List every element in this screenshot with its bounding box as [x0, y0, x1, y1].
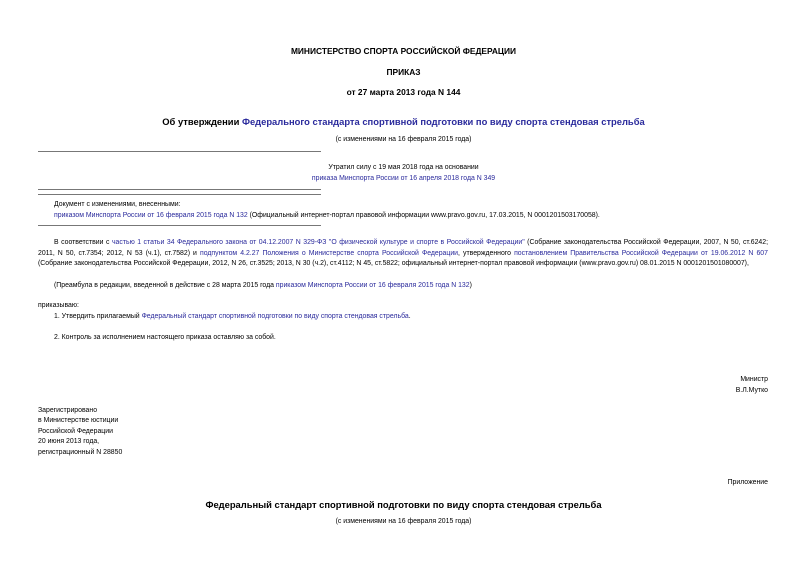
preamble-text: , утвержденного: [458, 249, 515, 257]
signature-name: В.Л.Мутко: [735, 387, 768, 394]
edition-end: ): [469, 282, 472, 289]
appendix-label: Приложение: [727, 479, 768, 486]
changes-rest: (Официальный интернет-портал правовой информации www.pravo.gov.ru, 17.03.2015, N 0001201503170058).: [247, 212, 600, 219]
order-word: приказываю:: [38, 302, 79, 309]
registration-line: Российской Федерации: [38, 427, 113, 435]
preamble-text: (Собрание законодательства Российской Федерации, 2007, N 50, ст.6242; 2011, N 50, ст.7354; 2012, N 53 (ч.1), ст.7582) и: [38, 239, 768, 257]
registration-line: 20 июня 2013 года,: [38, 438, 100, 446]
appendix-amendment-note: (с изменениями на 16 февраля 2015 года): [335, 518, 472, 525]
separator-line: [38, 189, 321, 190]
preamble-edition-note: [54, 282, 472, 289]
registration-line: в Министерстве юстиции: [38, 417, 119, 425]
order-item-2: 2. Контроль за исполнением настоящего приказа оставляю за собой.: [54, 334, 276, 341]
order-item-1: [54, 313, 411, 320]
registration-line: Зарегистрировано: [38, 407, 98, 414]
doc-type-heading: ПРИКАЗ: [386, 67, 421, 77]
changes-label: Документ с изменениями, внесенными:: [54, 201, 181, 208]
preamble-text: (Собрание законодательства Российской Федерации, 2012, N 26, ст.3525; 2013, N 30 (ч.2), ст.4112; N 45, ст.5822; официальный интернет-портал правовой информации (www.pravo.gov.ru) 08.01.2015 N 0001201501080007),: [38, 260, 749, 268]
regulation-link[interactable]: подпунктом 4.2.27 Положения о Министерстве спорта Российской Федерации: [199, 249, 459, 257]
law-link[interactable]: частью 1 статьи 34 Федерального закона от 04.12.2007 N 329-ФЗ "О физической культуре и спорте в Российской Федерации": [111, 239, 525, 246]
lost-force-link[interactable]: приказа Минспорта России от 16 апреля 2018 года N 349: [311, 175, 496, 182]
preamble-paragraph: [38, 238, 768, 270]
lost-force-text: Утратил силу с 19 мая 2018 года на основании: [328, 164, 479, 171]
document-title: [0, 116, 807, 127]
changes-link[interactable]: приказом Минспорта России от 16 февраля 2015 года N 132: [54, 212, 248, 219]
registration-block: [38, 406, 122, 458]
standard-link[interactable]: Федеральный стандарт спортивной подготовки по виду спорта стендовая стрельба: [141, 313, 409, 320]
separator-line: [38, 225, 321, 226]
government-decree-link[interactable]: постановлением Правительства Российской Федерации от 19.06.2012 N 607: [514, 249, 768, 257]
edition-link[interactable]: приказом Минспорта России от 16 февраля 2015 года N 132: [275, 282, 470, 289]
date-number-heading: от 27 марта 2013 года N 144: [346, 87, 461, 97]
preamble-text: В соответствии с: [54, 239, 112, 246]
separator-line: [38, 151, 321, 152]
edition-text: (Преамбула в редакции, введенной в действие с 28 марта 2015 года: [54, 282, 276, 289]
ministry-heading: МИНИСТЕРСТВО СПОРТА РОССИЙСКОЙ ФЕДЕРАЦИИ: [290, 46, 517, 56]
item1-end: .: [408, 313, 411, 320]
amendment-note: (с изменениями на 16 февраля 2015 года): [335, 136, 472, 143]
title-prefix: Об утверждении: [162, 116, 242, 127]
item1-text: 1. Утвердить прилагаемый: [54, 313, 142, 320]
registration-line: регистрационный N 28850: [38, 448, 123, 456]
appendix-title: Федеральный стандарт спортивной подготовки по виду спорта стендовая стрельба: [205, 499, 602, 510]
title-link[interactable]: Федерального стандарта спортивной подготовки по виду спорта стендовая стрельба: [241, 116, 645, 127]
changes-line: [54, 212, 600, 219]
signature-position: Министр: [740, 376, 768, 383]
separator-line: [38, 194, 321, 195]
